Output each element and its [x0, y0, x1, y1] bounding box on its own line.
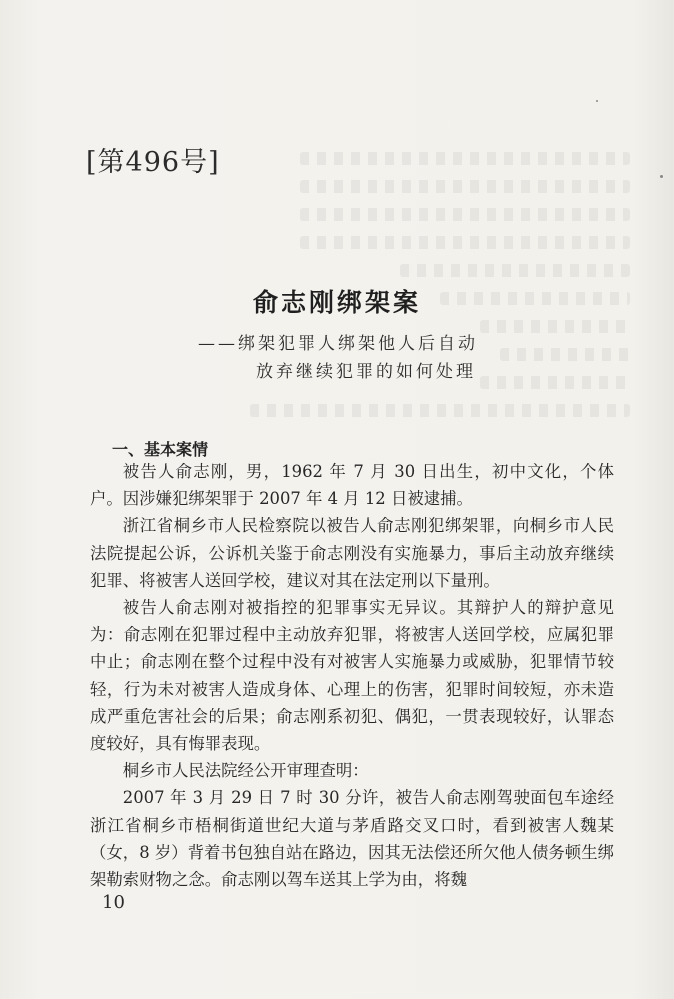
article-subtitle-line1: ——绑架犯罪人绑架他人后自动: [198, 334, 478, 354]
paragraph: 被告人俞志刚，男，1962 年 7 月 30 日出生，初中文化，个体户。因涉嫌犯绑架罪于 2007 年 4 月 12 日被逮捕。: [90, 462, 614, 509]
paper-speck: [596, 100, 598, 102]
bleed-through-line: [300, 208, 630, 221]
bleed-through-line: [300, 236, 630, 249]
bleed-through-line: [480, 376, 630, 389]
paragraph: 桐乡市人民法院经公开审理查明：: [122, 761, 369, 781]
article-title: 俞志刚绑架案: [252, 288, 421, 317]
page-number: 10: [102, 892, 125, 913]
article-subtitle-line2: 放弃继续犯罪的如何处理: [256, 362, 476, 382]
section-heading: 一、基本案情: [112, 440, 209, 459]
bleed-through-line: [500, 348, 630, 361]
bleed-through-line: [250, 404, 630, 417]
paragraph: 2007 年 3 月 29 日 7 时 30 分许，被告人俞志刚驾驶面包车途经浙江省桐乡市梧桐街道世纪大道与茅盾路交叉口时，看到被害人魏某（女，8 岁）背着书包独自站在路边，因其无法偿还所欠他人债务顿生绑架勒索财物之念。俞志刚以驾车送其上学为由，将魏: [90, 788, 614, 890]
bleed-through-line: [300, 152, 630, 165]
bleed-through-line: [300, 180, 630, 193]
bleed-through-line: [480, 320, 630, 333]
paper-speck: [660, 175, 663, 178]
paragraph: 被告人俞志刚对被指控的犯罪事实无异议。其辩护人的辩护意见为：俞志刚在犯罪过程中主动放弃犯罪，将被害人送回学校，应属犯罪中止；俞志刚在整个过程中没有对被害人实施暴力或威胁，犯罪情节较轻，行为未对被害人造成身体、心理上的伤害，犯罪时间较短，亦未造成严重危害社会的后果；俞志刚系初犯、偶犯，一贯表现较好，认罪态度较好，具有悔罪表现。: [90, 598, 614, 754]
bleed-through-line: [400, 264, 630, 277]
body-text: [90, 458, 614, 893]
paragraph: 浙江省桐乡市人民检察院以被告人俞志刚犯绑架罪，向桐乡市人民法院提起公诉，公诉机关鉴于俞志刚没有实施暴力，事后主动放弃继续犯罪、将被害人送回学校，建议对其在法定刑以下量刑。: [90, 516, 614, 590]
case-number: [第496号]: [86, 147, 220, 178]
